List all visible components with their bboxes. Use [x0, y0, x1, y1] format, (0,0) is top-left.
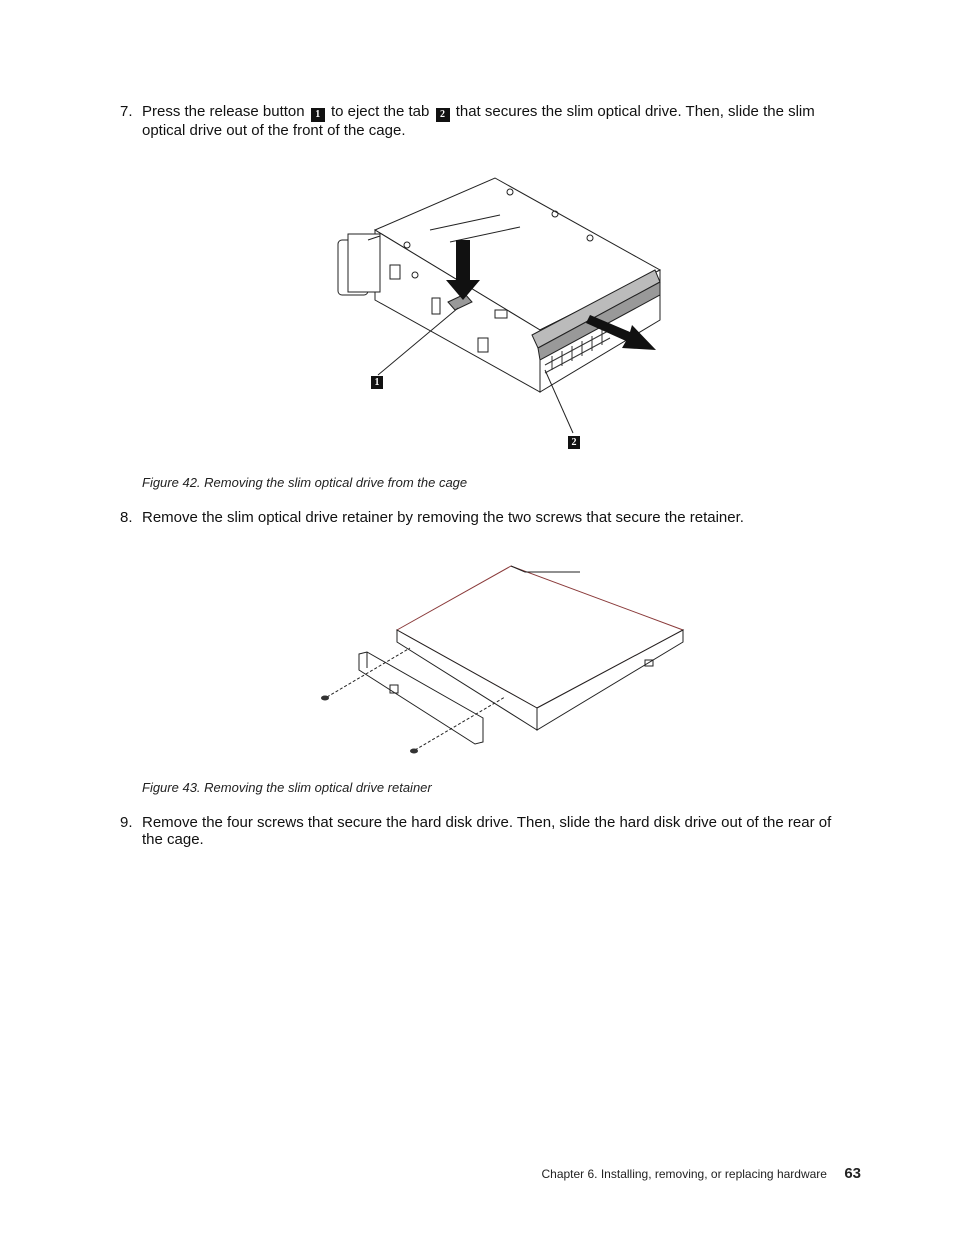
step-text-part: that secures the slim optical drive. Then, slide the slim optical drive out of the front of the cage.: [142, 103, 815, 139]
figure-43-illustration: [315, 560, 690, 760]
figure-42-caption: Figure 42. Removing the slim optical drive from the cage: [142, 475, 468, 490]
step-text: Remove the slim optical drive retainer by removing the two screws that secure the retainer.: [142, 509, 744, 526]
optical-drive-retainer-drawing: [315, 560, 690, 760]
step-text-part: to eject the tab: [330, 103, 430, 120]
drive-cage-drawing: [320, 170, 670, 460]
page-footer: [541, 1165, 861, 1182]
step-text: [142, 103, 850, 139]
step-9: [120, 814, 850, 848]
step-text: Remove the four screws that secure the hard disk drive. Then, slide the hard disk drive out of the rear of the cage.: [142, 814, 832, 848]
callout-2-badge: 2: [436, 108, 450, 122]
step-number: 7.: [120, 103, 133, 120]
figure-43-caption: Figure 43. Removing the slim optical drive retainer: [142, 780, 432, 795]
figure-42-illustration: [320, 170, 670, 460]
figure-callout-1: 1: [371, 376, 383, 389]
step-text-part: Press the release button: [142, 103, 305, 120]
step-number: 9.: [120, 814, 133, 831]
step-number: 8.: [120, 509, 133, 526]
figure-callout-2: 2: [568, 436, 580, 449]
step-7: [120, 103, 850, 139]
footer-chapter-title: Chapter 6. Installing, removing, or replacing hardware: [541, 1167, 827, 1181]
page-number: 63: [844, 1165, 861, 1182]
step-8: [120, 509, 850, 526]
callout-1-badge: 1: [311, 108, 325, 122]
